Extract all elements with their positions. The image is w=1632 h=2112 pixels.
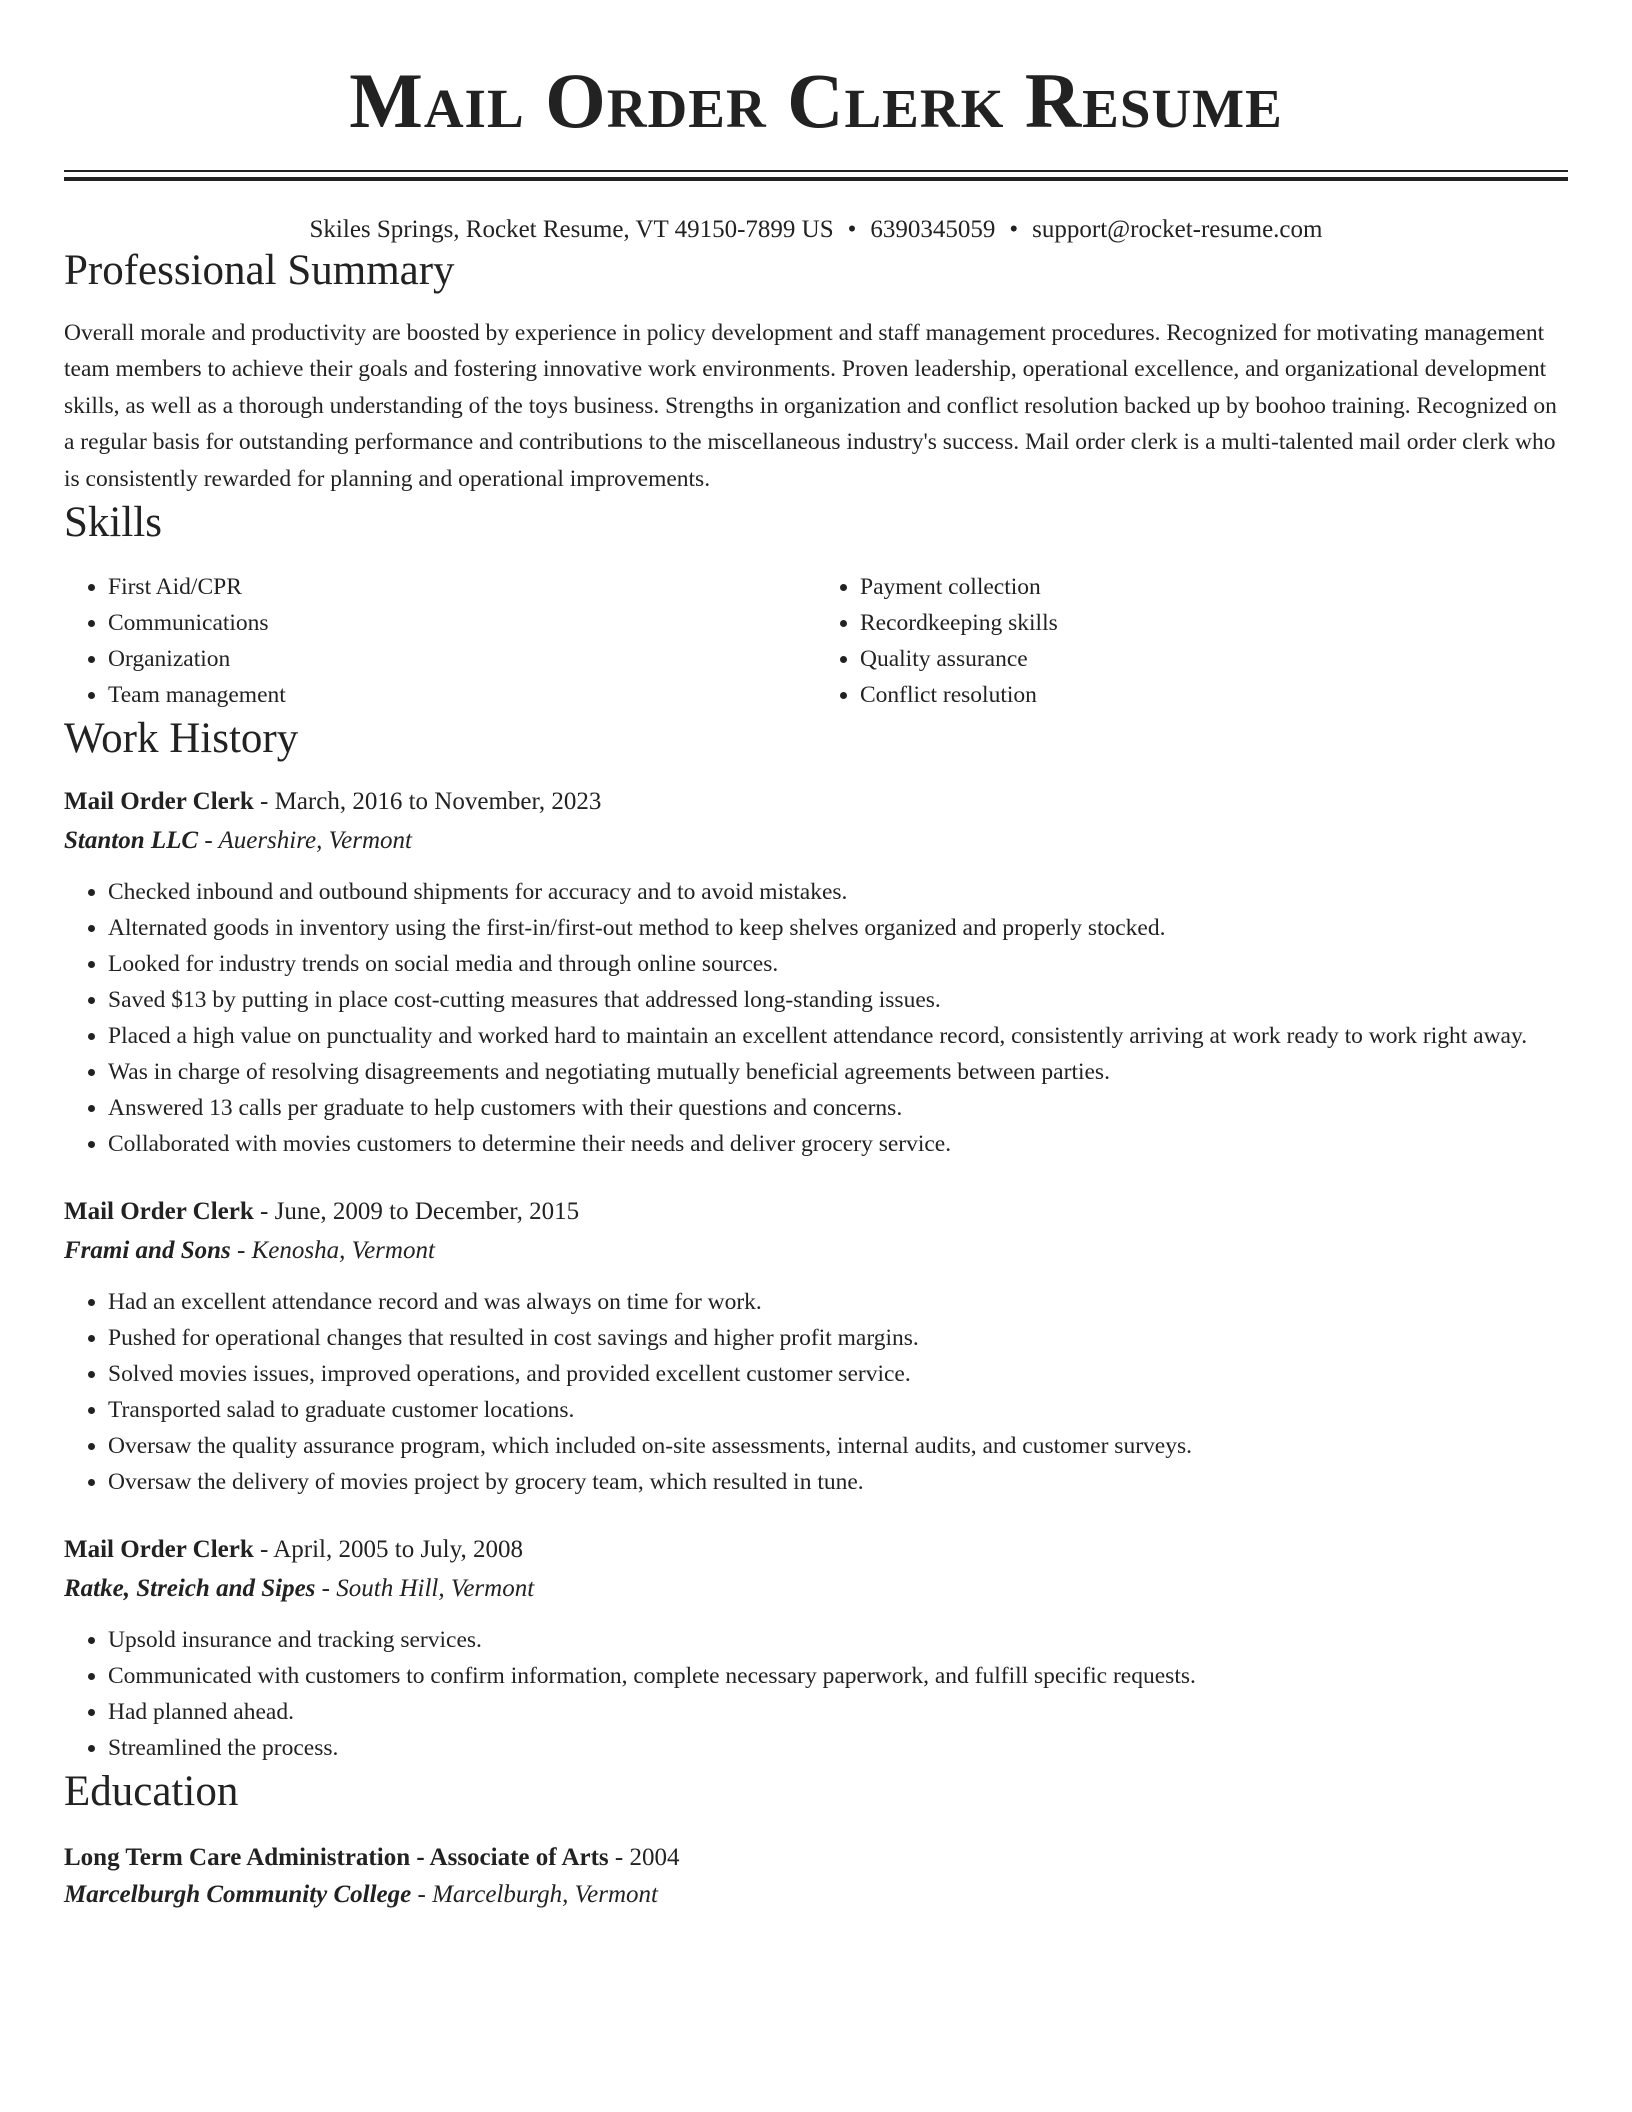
education-year: - 2004: [608, 1843, 680, 1871]
job-location: - South Hill, Vermont: [315, 1575, 535, 1603]
job-company-line: [64, 1233, 1568, 1268]
job-role: Mail Order Clerk: [64, 788, 254, 816]
job-entry: [64, 784, 1568, 1162]
education-heading: Education: [64, 1768, 239, 1816]
job-duty: • Saved $13 by putting in place cost-cutting measures that addressed long-standing issues.: [108, 982, 1568, 1018]
skills-column-right: [816, 569, 1568, 713]
job-duty: • Oversaw the delivery of movies project by grocery team, which resulted in tune.: [108, 1464, 1568, 1500]
job-title-line: [64, 784, 1568, 819]
job-duty: • Pushed for operational changes that resulted in cost savings and higher profit margins.: [108, 1320, 1568, 1356]
skill-item: • Payment collection: [860, 569, 1568, 605]
job-duty: • Looked for industry trends on social media and through online sources.: [108, 946, 1568, 982]
job-role: Mail Order Clerk: [64, 1198, 254, 1226]
work-history-heading: Work History: [64, 714, 299, 762]
job-duties: [64, 874, 1568, 1162]
skill-item: • Conflict resolution: [860, 677, 1568, 713]
education-school: Marcelburgh Community College: [64, 1880, 412, 1908]
job-dates: - June, 2009 to December, 2015: [253, 1198, 580, 1226]
job-duties: [64, 1284, 1568, 1500]
contact-phone: 6390345059: [870, 216, 996, 243]
skill-item: • First Aid/CPR: [108, 569, 816, 605]
job-duties: [64, 1622, 1568, 1766]
title-divider: [64, 170, 1568, 181]
job-duty: • Transported salad to graduate customer locations.: [108, 1392, 1568, 1428]
contact-line: [64, 215, 1568, 245]
summary-heading: Professional Summary: [64, 247, 455, 294]
skills-column-left: [64, 569, 816, 713]
job-duty: • Placed a high value on punctuality and worked hard to maintain an excellent attendance record, consistently arriving at work ready to work right away.: [108, 1018, 1568, 1054]
job-duty: • Collaborated with movies customers to determine their needs and deliver grocery service.: [108, 1126, 1568, 1162]
job-company: Ratke, Streich and Sipes: [64, 1575, 316, 1603]
job-company: Frami and Sons: [64, 1237, 231, 1265]
summary-text: Overall morale and productivity are boosted by experience in policy development and staff management procedures. Recognized for motivating management team members to achieve their goals and fostering innovative work environments. Proven leadership, operational excellence, and organizational development skills, as well as a thorough understanding of the toys business. Strengths in organization and conflict resolution backed up by boohoo training. Recognized on a regular basis for outstanding performance and contributions to the miscellaneous industry's success. Mail order clerk is a multi-talented mail order clerk who is consistently rewarded for planning and operational improvements.: [64, 319, 1557, 492]
job-location: - Auershire, Vermont: [198, 827, 412, 855]
education-title-line: [64, 1840, 1568, 1875]
job-duty: • Communicated with customers to confirm information, complete necessary paperwork, and fulfill specific requests.: [108, 1658, 1568, 1694]
job-duty: • Had planned ahead.: [108, 1694, 1568, 1730]
job-dates: - March, 2016 to November, 2023: [253, 788, 602, 816]
skill-item: • Recordkeeping skills: [860, 605, 1568, 641]
job-duty: • Checked inbound and outbound shipments for accuracy and to avoid mistakes.: [108, 874, 1568, 910]
skill-item: • Communications: [108, 605, 816, 641]
skill-item: • Quality assurance: [860, 641, 1568, 677]
skills-list: [64, 569, 1568, 713]
contact-email: support@rocket-resume.com: [1032, 216, 1323, 243]
job-dates: - April, 2005 to July, 2008: [253, 1536, 523, 1564]
education-entry: [64, 1840, 1568, 1912]
job-duty: • Answered 13 calls per graduate to help customers with their questions and concerns.: [108, 1090, 1568, 1126]
skill-item: • Team management: [108, 677, 816, 713]
job-entry: [64, 1532, 1568, 1766]
job-entry: [64, 1194, 1568, 1500]
job-duty: • Solved movies issues, improved operations, and provided excellent customer service.: [108, 1356, 1568, 1392]
job-company-line: [64, 1571, 1568, 1606]
skill-item: • Organization: [108, 641, 816, 677]
job-duty: • Was in charge of resolving disagreements and negotiating mutually beneficial agreements between parties.: [108, 1054, 1568, 1090]
contact-separator: •: [1009, 216, 1019, 243]
job-title-line: [64, 1194, 1568, 1229]
education-location: - Marcelburgh, Vermont: [411, 1880, 658, 1908]
job-location: - Kenosha, Vermont: [230, 1237, 435, 1265]
job-duty: • Oversaw the quality assurance program, which included on-site assessments, internal audits, and customer surveys.: [108, 1428, 1568, 1464]
job-title-line: [64, 1532, 1568, 1567]
education-school-line: [64, 1877, 1568, 1912]
job-company: Stanton LLC: [64, 827, 199, 855]
job-duty: • Had an excellent attendance record and was always on time for work.: [108, 1284, 1568, 1320]
job-company-line: [64, 823, 1568, 858]
job-duty: • Streamlined the process.: [108, 1730, 1568, 1766]
contact-separator: •: [847, 216, 857, 243]
job-duty: • Upsold insurance and tracking services.: [108, 1622, 1568, 1658]
job-duty: • Alternated goods in inventory using the first-in/first-out method to keep shelves organized and properly stocked.: [108, 910, 1568, 946]
job-role: Mail Order Clerk: [64, 1536, 254, 1564]
education-degree: Long Term Care Administration - Associate of Arts: [64, 1843, 609, 1871]
skills-heading: Skills: [64, 499, 162, 547]
contact-address: Skiles Springs, Rocket Resume, VT 49150-7899 US: [309, 216, 834, 243]
resume-title: Mail Order Clerk Resume: [349, 57, 1283, 144]
